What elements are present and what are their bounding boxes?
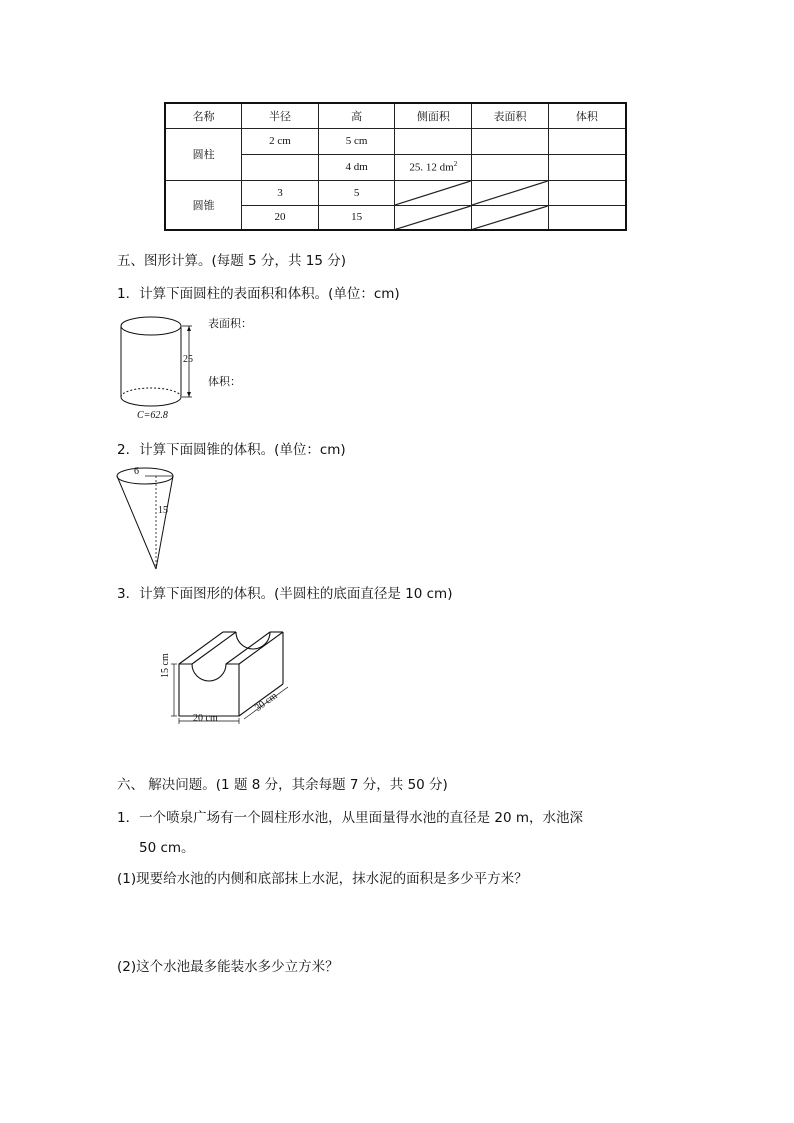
cell-empty	[548, 205, 626, 230]
lateral-value: 25. 12 dm	[409, 161, 454, 174]
cell-cylinder-height-2: 4 dm	[318, 154, 395, 180]
data-table	[164, 102, 627, 231]
cell-empty	[242, 154, 319, 180]
header-surface-area: 表面积	[472, 103, 549, 128]
block-height-label: 15 cm	[160, 653, 171, 678]
problem1-line1: 1．一个喷泉广场有一个圆柱形水池，从里面量得水池的直径是 20 m，水池深	[117, 810, 583, 826]
cylinder-figure	[110, 308, 200, 426]
cell-cone-radius-1: 3	[242, 180, 319, 205]
cylinder-height-label: 25	[183, 354, 193, 365]
q1-text: 1．计算下面圆柱的表面积和体积。(单位：cm)	[117, 286, 400, 302]
cone-height-label: 15	[158, 505, 168, 516]
cell-cylinder-height-1: 5 cm	[318, 128, 395, 154]
cell-empty	[548, 180, 626, 205]
problem1-sub2: (2)这个水池最多能装水多少立方米？	[117, 959, 339, 975]
block-depth-label: 30 cm	[253, 690, 280, 714]
cylinder-circumference-label: C=62.8	[137, 410, 168, 421]
lateral-exponent: 2	[453, 160, 458, 169]
cell-cone-height-2: 15	[318, 205, 395, 230]
cell-crossed	[472, 205, 549, 230]
cell-crossed	[395, 205, 472, 230]
cell-cone-name: 圆锥	[165, 180, 242, 230]
table-header-row	[165, 103, 626, 128]
header-height: 高	[318, 103, 395, 128]
cell-crossed	[472, 180, 549, 205]
section5-title: 五、图形计算。(每题 5 分，共 15 分)	[117, 253, 346, 269]
q3-text: 3．计算下面图形的体积。(半圆柱的底面直径是 10 cm)	[117, 586, 453, 602]
cell-crossed	[395, 180, 472, 205]
header-lateral-area: 侧面积	[395, 103, 472, 128]
cell-empty	[395, 128, 472, 154]
cell-empty	[472, 128, 549, 154]
cell-cylinder-lateral-2	[395, 154, 472, 180]
problem1-sub1: (1)现要给水池的内侧和底部抹上水泥，抹水泥的面积是多少平方米？	[117, 871, 528, 887]
block-width-label: 20 cm	[193, 713, 218, 724]
header-radius: 半径	[242, 103, 319, 128]
cell-empty	[548, 128, 626, 154]
table-row	[165, 180, 626, 205]
cell-cone-radius-2: 20	[242, 205, 319, 230]
cone-figure	[112, 462, 182, 574]
cell-empty	[548, 154, 626, 180]
volume-label: 体积：	[208, 376, 241, 388]
table-row	[165, 128, 626, 154]
cell-cone-height-1: 5	[318, 180, 395, 205]
grooved-block-figure	[155, 628, 295, 730]
q2-text: 2．计算下面圆锥的体积。(单位：cm)	[117, 442, 346, 458]
surface-area-label: 表面积：	[208, 318, 252, 330]
cell-cylinder-name: 圆柱	[165, 128, 242, 180]
cell-empty	[472, 154, 549, 180]
problem1-line2: 50 cm。	[139, 840, 195, 856]
header-volume: 体积	[548, 103, 626, 128]
header-name: 名称	[165, 103, 242, 128]
cone-radius-label: 6	[134, 466, 139, 477]
section6-title: 六、 解决问题。(1 题 8 分，其余每题 7 分，共 50 分)	[117, 777, 448, 793]
cell-cylinder-radius-1: 2 cm	[242, 128, 319, 154]
